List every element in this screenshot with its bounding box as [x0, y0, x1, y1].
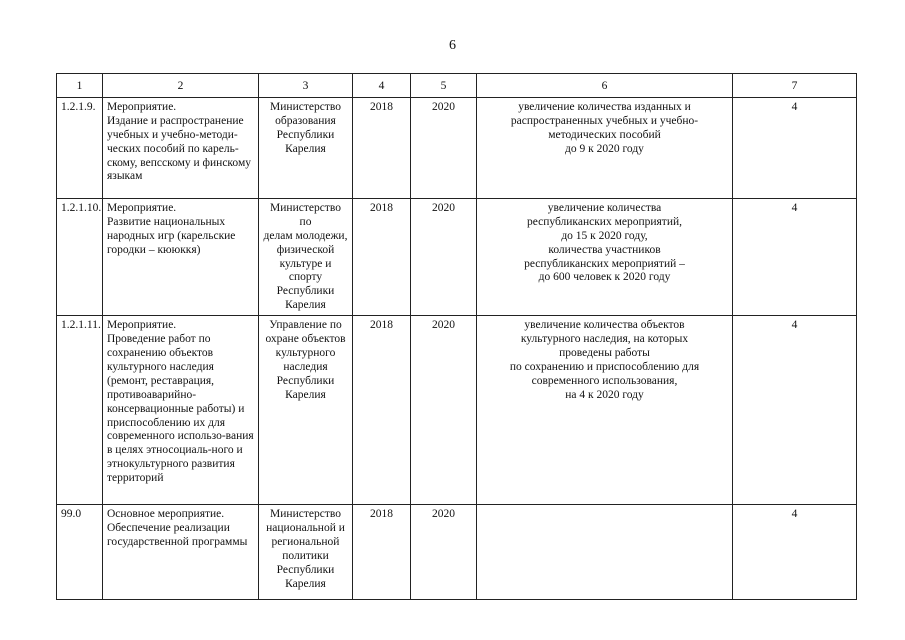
- end-year-cell: 2020: [411, 97, 477, 198]
- table-row: [57, 316, 857, 505]
- column-header: 1: [57, 74, 103, 98]
- row-code: 1.2.1.10.: [57, 198, 103, 315]
- column-header: 4: [353, 74, 411, 98]
- target-link-cell: 4: [733, 316, 857, 505]
- executor-cell: Управление по охране объектов культурного наследия Республики Карелия: [259, 316, 353, 505]
- indicator-cell: увеличение количества объектов культурного наследия, на которых проведены работы по сохранению и приспособлению для современного использования, на 4 к 2020 году: [477, 316, 733, 505]
- column-header: 3: [259, 74, 353, 98]
- table-row: [57, 505, 857, 600]
- indicator-cell: [477, 505, 733, 600]
- indicator-cell: увеличение количества изданных и распространенных учебных и учебно- методических пособий до 9 к 2020 году: [477, 97, 733, 198]
- start-year-cell: 2018: [353, 97, 411, 198]
- measure-cell: Мероприятие. Проведение работ по сохранению объектов культурного наследия (ремонт, реставрация, противоаварийно-консервационные работы) и приспособлению их для современного использо-вания в целях этносоциаль-ного и этнокультурного развития территорий: [103, 316, 259, 505]
- row-code: 99.0: [57, 505, 103, 600]
- executor-cell: Министерство национальной и региональной политики Республики Карелия: [259, 505, 353, 600]
- column-header: 7: [733, 74, 857, 98]
- row-code: 1.2.1.11.: [57, 316, 103, 505]
- target-link-cell: 4: [733, 505, 857, 600]
- start-year-cell: 2018: [353, 505, 411, 600]
- target-link-cell: 4: [733, 198, 857, 315]
- indicator-cell: увеличение количества республиканских мероприятий, до 15 к 2020 году, количества участников республиканских мероприятий – до 600 человек к 2020 году: [477, 198, 733, 315]
- program-table: [56, 73, 857, 600]
- start-year-cell: 2018: [353, 198, 411, 315]
- executor-cell: Министерство образования Республики Карелия: [259, 97, 353, 198]
- column-header: 6: [477, 74, 733, 98]
- measure-cell: Основное мероприятие. Обеспечение реализации государственной программы: [103, 505, 259, 600]
- table-row: [57, 97, 857, 198]
- measure-cell: Мероприятие. Развитие национальных народных игр (карельские городки – кююккя): [103, 198, 259, 315]
- target-link-cell: 4: [733, 97, 857, 198]
- start-year-cell: 2018: [353, 316, 411, 505]
- page-number: 6: [449, 38, 456, 53]
- end-year-cell: 2020: [411, 198, 477, 315]
- executor-cell: Министерство по делам молодежи, физической культуре и спорту Республики Карелия: [259, 198, 353, 315]
- table-row: [57, 198, 857, 315]
- measure-cell: Мероприятие. Издание и распространение учебных и учебно-методи-ческих пособий по карель-скому, вепсскому и финскому языкам: [103, 97, 259, 198]
- row-code: 1.2.1.9.: [57, 97, 103, 198]
- end-year-cell: 2020: [411, 316, 477, 505]
- column-header: 2: [103, 74, 259, 98]
- end-year-cell: 2020: [411, 505, 477, 600]
- header-row: [57, 74, 857, 98]
- column-header: 5: [411, 74, 477, 98]
